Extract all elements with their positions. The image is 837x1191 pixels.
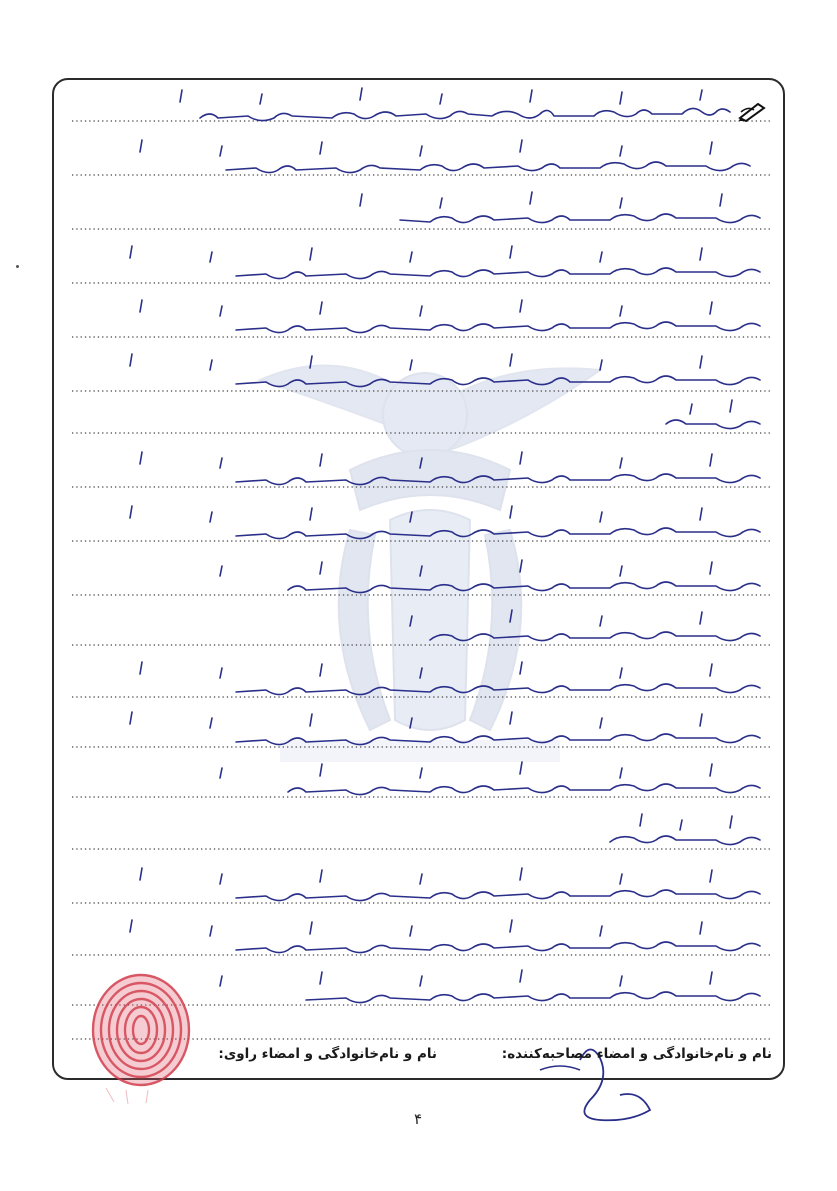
stray-mark [16,265,19,268]
fingerprint-stamp [86,970,196,1105]
interviewer-label: نام و نام‌خانوادگی و امضاء مصاحبه‌کننده: [501,1046,772,1062]
page-number: ۴ [413,1110,423,1128]
narrator-label: نام و نام‌خانوادگی و امضاء راوی: [218,1046,437,1062]
signature-labels [72,1046,772,1068]
